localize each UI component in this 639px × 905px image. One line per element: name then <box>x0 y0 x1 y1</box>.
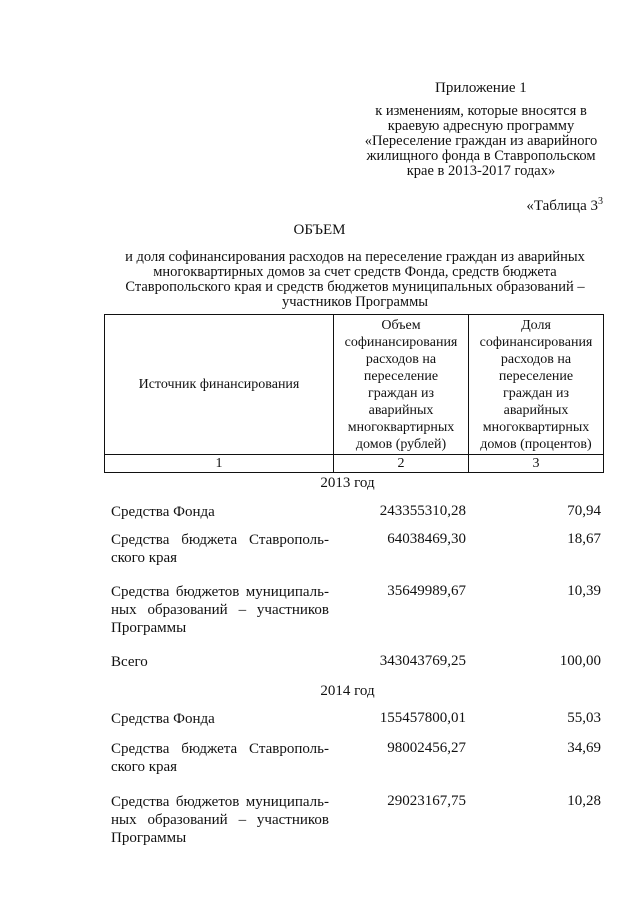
row-percent: 70,94 <box>567 503 601 519</box>
row-label: Средства бюджетов муниципаль-ных образований – участников Программы <box>111 794 329 846</box>
description-line: многоквартирных домов за счет средств Фонда, средств бюджета <box>153 264 557 280</box>
table-number: «Таблица $3^3$ <box>526 196 603 214</box>
appendix-title: Приложение 1 <box>435 80 527 96</box>
row-label: Средства бюджета Ставрополь-ского края <box>111 532 329 566</box>
row-label: Средства Фонда <box>111 711 215 727</box>
appendix-line: «Переселение граждан из аварийного <box>364 133 598 149</box>
document-heading: ОБЪЕМ <box>293 222 346 238</box>
row-label: Всего <box>111 654 148 670</box>
row-percent: 55,03 <box>567 710 601 726</box>
col-number: 3 <box>469 455 604 473</box>
row-percent: 100,00 <box>559 653 601 669</box>
row-percent: 34,69 <box>567 740 601 756</box>
col3-header: Доля софинансирования расходов на переселение граждан из аварийных многоквартирных домов (процентов) <box>469 315 604 455</box>
financing-table-header <box>104 314 604 473</box>
appendix-line: крае в 2013-2017 годах» <box>406 163 556 179</box>
row-amount: 155457800,01 <box>379 710 466 726</box>
row-amount: 243355310,28 <box>379 503 466 519</box>
row-amount: 29023167,75 <box>387 793 466 809</box>
appendix-line: краевую адресную программу <box>387 118 575 134</box>
appendix-line: к изменениям, которые вносятся в <box>375 103 587 119</box>
year-header: 2013 год <box>320 475 375 491</box>
col-number: 2 <box>334 455 469 473</box>
document-description <box>95 250 615 310</box>
year-header: 2014 год <box>320 683 375 699</box>
col1-header: Источник финансирования <box>105 315 334 455</box>
row-label: Средства бюджетов муниципаль-ных образований – участников Программы <box>111 584 329 636</box>
row-amount: 98002456,27 <box>387 740 466 756</box>
description-line: и доля софинансирования расходов на переселение граждан из аварийных <box>125 249 585 265</box>
row-percent: 10,39 <box>567 583 601 599</box>
description-line: участников Программы <box>282 294 428 310</box>
row-percent: 18,67 <box>567 531 601 547</box>
row-amount: 343043769,25 <box>379 653 466 669</box>
row-label: Средства Фонда <box>111 504 215 520</box>
col2-header: Объем софинансирования расходов на переселение граждан из аварийных многоквартирных домов (рублей) <box>334 315 469 455</box>
description-line: Ставропольского края и средств бюджетов муниципальных образований – <box>125 279 585 295</box>
appendix-line: жилищного фонда в Ставропольском <box>366 148 596 164</box>
row-amount: 35649989,67 <box>387 583 466 599</box>
appendix-subtitle <box>352 104 610 179</box>
row-label: Средства бюджета Ставрополь-ского края <box>111 741 329 775</box>
row-amount: 64038469,30 <box>387 531 466 547</box>
col-number: 1 <box>105 455 334 473</box>
row-percent: 10,28 <box>567 793 601 809</box>
